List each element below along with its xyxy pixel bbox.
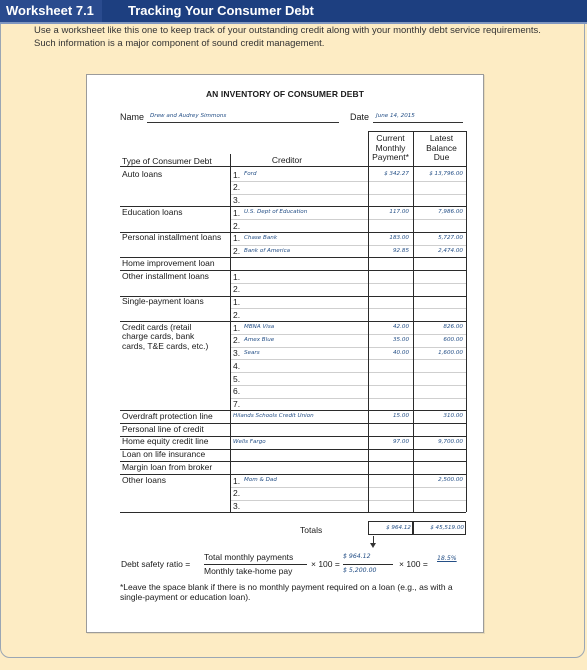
date-value[interactable]: June 14, 2015 [376, 113, 415, 119]
debt-type-label: Overdraft protection line [122, 410, 213, 421]
ratio-times-100-second: × 100 = [399, 559, 428, 569]
ratio-numerator: Total monthly payments [204, 552, 294, 562]
slot-divider [230, 487, 466, 488]
creditor-slot-number: 1. [233, 207, 241, 218]
creditor-slot-number: 2. [233, 488, 241, 499]
table-header-rule [120, 166, 466, 167]
debt-type-label: Home improvement loan [122, 257, 215, 268]
creditor-slot-number: 2. [233, 335, 241, 346]
balance-due-value[interactable]: 826.00 [443, 324, 463, 330]
creditor-slot-number: 6. [233, 386, 241, 397]
slot-divider [230, 283, 466, 284]
monthly-payment-value[interactable]: $ 342.27 [384, 171, 409, 177]
slot-divider [230, 372, 466, 373]
total-balance-value[interactable]: $ 45,519.00 [430, 525, 464, 531]
creditor-slot-number: 1. [233, 169, 241, 180]
date-underline [373, 122, 463, 123]
debt-type-label: charge cards, bank [122, 331, 195, 341]
creditor-name[interactable]: Amex Blue [244, 336, 275, 343]
slot-divider [230, 194, 466, 195]
monthly-payment-value[interactable]: 92.85 [392, 247, 409, 254]
creditor-slot-number: 1. [233, 322, 241, 333]
slot-divider [230, 181, 466, 182]
creditor-slot-number: 4. [233, 360, 241, 371]
monthly-payment-value[interactable]: 97.00 [392, 438, 409, 445]
slot-divider [230, 500, 466, 501]
creditor-slot-number: 7. [233, 399, 241, 409]
slot-divider [230, 219, 466, 220]
name-value[interactable]: Drew and Audrey Simmons [150, 113, 227, 119]
creditor-name[interactable]: MBNA Visa [244, 324, 275, 330]
ratio-value-numerator[interactable]: $ 964.12 [343, 553, 371, 560]
column-header-balance-line2: Balance [426, 142, 457, 153]
debt-type-label: Credit cards (retail [122, 321, 192, 332]
ratio-value-denominator[interactable]: $ 5,200.00 [343, 567, 377, 574]
monthly-payment-value[interactable]: 42.00 [392, 324, 409, 330]
column-header-monthly-payment-line3: Payment* [372, 152, 409, 162]
debt-type-label: Margin loan from broker [122, 461, 213, 472]
total-payment-value[interactable]: $ 964.12 [386, 525, 411, 531]
ratio-fraction-bar [204, 564, 307, 565]
creditor-slot-number: 3. [233, 195, 241, 205]
intro-paragraph: Use a worksheet like this one to keep track of your outstanding credit along with your monthly debt service requirements. Such information is a major component of sound credit management. [34, 25, 541, 49]
creditor-name[interactable]: Sears [244, 349, 260, 356]
slot-divider [230, 359, 466, 360]
creditor-slot-number: 1. [233, 475, 241, 486]
creditor-slot-number: 2. [233, 220, 241, 231]
creditor-slot-number: 2. [233, 309, 241, 320]
column-header-monthly-payment-line1: Current [376, 133, 405, 143]
column-header-monthly-payment [367, 134, 414, 163]
balance-due-value[interactable]: 2,500.00 [438, 477, 463, 483]
worksheet-number: Worksheet 7.1 [0, 0, 102, 22]
creditor-name[interactable]: Ford [244, 171, 257, 177]
table-right-border [466, 131, 467, 512]
column-divider-payment [368, 131, 369, 512]
row-divider [120, 474, 466, 475]
debt-type-label: Loan on life insurance [122, 449, 206, 459]
balance-due-value[interactable]: 310.00 [443, 413, 463, 420]
column-header-type: Type of Consumer Debt [122, 156, 212, 166]
row-divider [120, 512, 466, 513]
ratio-times-100: × 100 = [311, 559, 340, 569]
name-label: Name [120, 112, 145, 122]
creditor-name[interactable]: Mom & Dad [244, 477, 277, 483]
ratio-result[interactable]: 18.5% [437, 555, 457, 562]
creditor-slot-number: 1. [233, 233, 241, 244]
debt-type-label: Auto loans [122, 168, 163, 179]
monthly-payment-value[interactable]: 40.00 [392, 349, 409, 356]
totals-label: Totals [300, 525, 323, 535]
column-header-balance-line1: Latest [429, 133, 454, 143]
creditor-slot-number: 3. [233, 348, 241, 358]
debt-type-label: Other installment loans [122, 270, 209, 281]
creditor-slot-number: 3. [233, 501, 241, 511]
monthly-payment-value[interactable]: 183.00 [389, 234, 409, 241]
creditor-slot-number: 2. [233, 182, 241, 193]
slot-divider [230, 245, 466, 246]
slot-divider [230, 308, 466, 309]
creditor-slot-number: 1. [233, 271, 241, 282]
balance-due-value[interactable]: 5,727.00 [438, 234, 463, 241]
ratio-denominator: Monthly take-home pay [204, 566, 293, 576]
footnote: *Leave the space blank if there is no monthly payment required on a loan (e.g., as with a single-payment or education loan). [120, 582, 453, 602]
monthly-payment-value[interactable]: 117.00 [389, 209, 409, 216]
name-underline [147, 122, 339, 123]
creditor-slot-number: 2. [233, 246, 241, 256]
creditor-slot-number: 2. [233, 284, 241, 295]
debt-type-label: cards, T&E cards, etc.) [122, 340, 209, 351]
arrow-head-icon [370, 543, 376, 548]
monthly-payment-value[interactable]: 15.00 [392, 413, 409, 420]
header-top-rule [368, 131, 466, 132]
column-header-balance-due [418, 134, 465, 163]
debt-type-label: Education loans [122, 206, 183, 217]
ratio-value-bar [343, 564, 393, 565]
balance-due-value[interactable]: 600.00 [443, 336, 463, 343]
creditor-slot-number: 1. [233, 297, 241, 307]
slot-divider [230, 398, 466, 399]
column-header-creditor: Creditor [271, 155, 303, 165]
creditor-name[interactable]: U.S. Dept of Education [244, 209, 308, 216]
debt-type-label: Single-payment loans [122, 296, 204, 306]
debt-type-label: Other loans [122, 474, 166, 485]
slot-divider [230, 334, 466, 335]
balance-due-value[interactable]: $ 13,796.00 [429, 171, 463, 177]
column-header-monthly-payment-line2: Monthly [375, 142, 406, 153]
creditor-name[interactable]: Hilands Schools Credit Union [233, 413, 314, 420]
column-divider-creditor [230, 154, 231, 512]
debt-type-label: Personal line of credit [122, 423, 204, 434]
worksheet-header [0, 0, 587, 24]
creditor-slot-number: 5. [233, 373, 241, 384]
creditor-name[interactable]: Wells Fargo [233, 438, 266, 445]
debt-type-label: Personal installment loans [122, 232, 222, 243]
monthly-payment-value[interactable]: 35.00 [392, 336, 409, 343]
worksheet-title: Tracking Your Consumer Debt [128, 3, 314, 18]
creditor-name[interactable]: Bank of America [244, 247, 291, 254]
balance-due-value[interactable]: 9,700.00 [438, 438, 463, 445]
inventory-title: AN INVENTORY OF CONSUMER DEBT [205, 89, 365, 99]
column-header-balance-line3: Due [433, 152, 450, 162]
column-divider-balance [413, 131, 414, 512]
debt-inventory-form [86, 74, 484, 633]
balance-due-value[interactable]: 2,474.00 [438, 247, 463, 254]
slot-divider [230, 347, 466, 348]
ratio-label: Debt safety ratio = [121, 559, 191, 569]
debt-type-label: Home equity credit line [122, 436, 209, 447]
slot-divider [230, 385, 466, 386]
creditor-name[interactable]: Chase Bank [244, 234, 278, 241]
balance-due-value[interactable]: 1,600.00 [438, 349, 463, 356]
date-label: Date [350, 112, 370, 122]
balance-due-value[interactable]: 7,986.00 [438, 209, 463, 216]
